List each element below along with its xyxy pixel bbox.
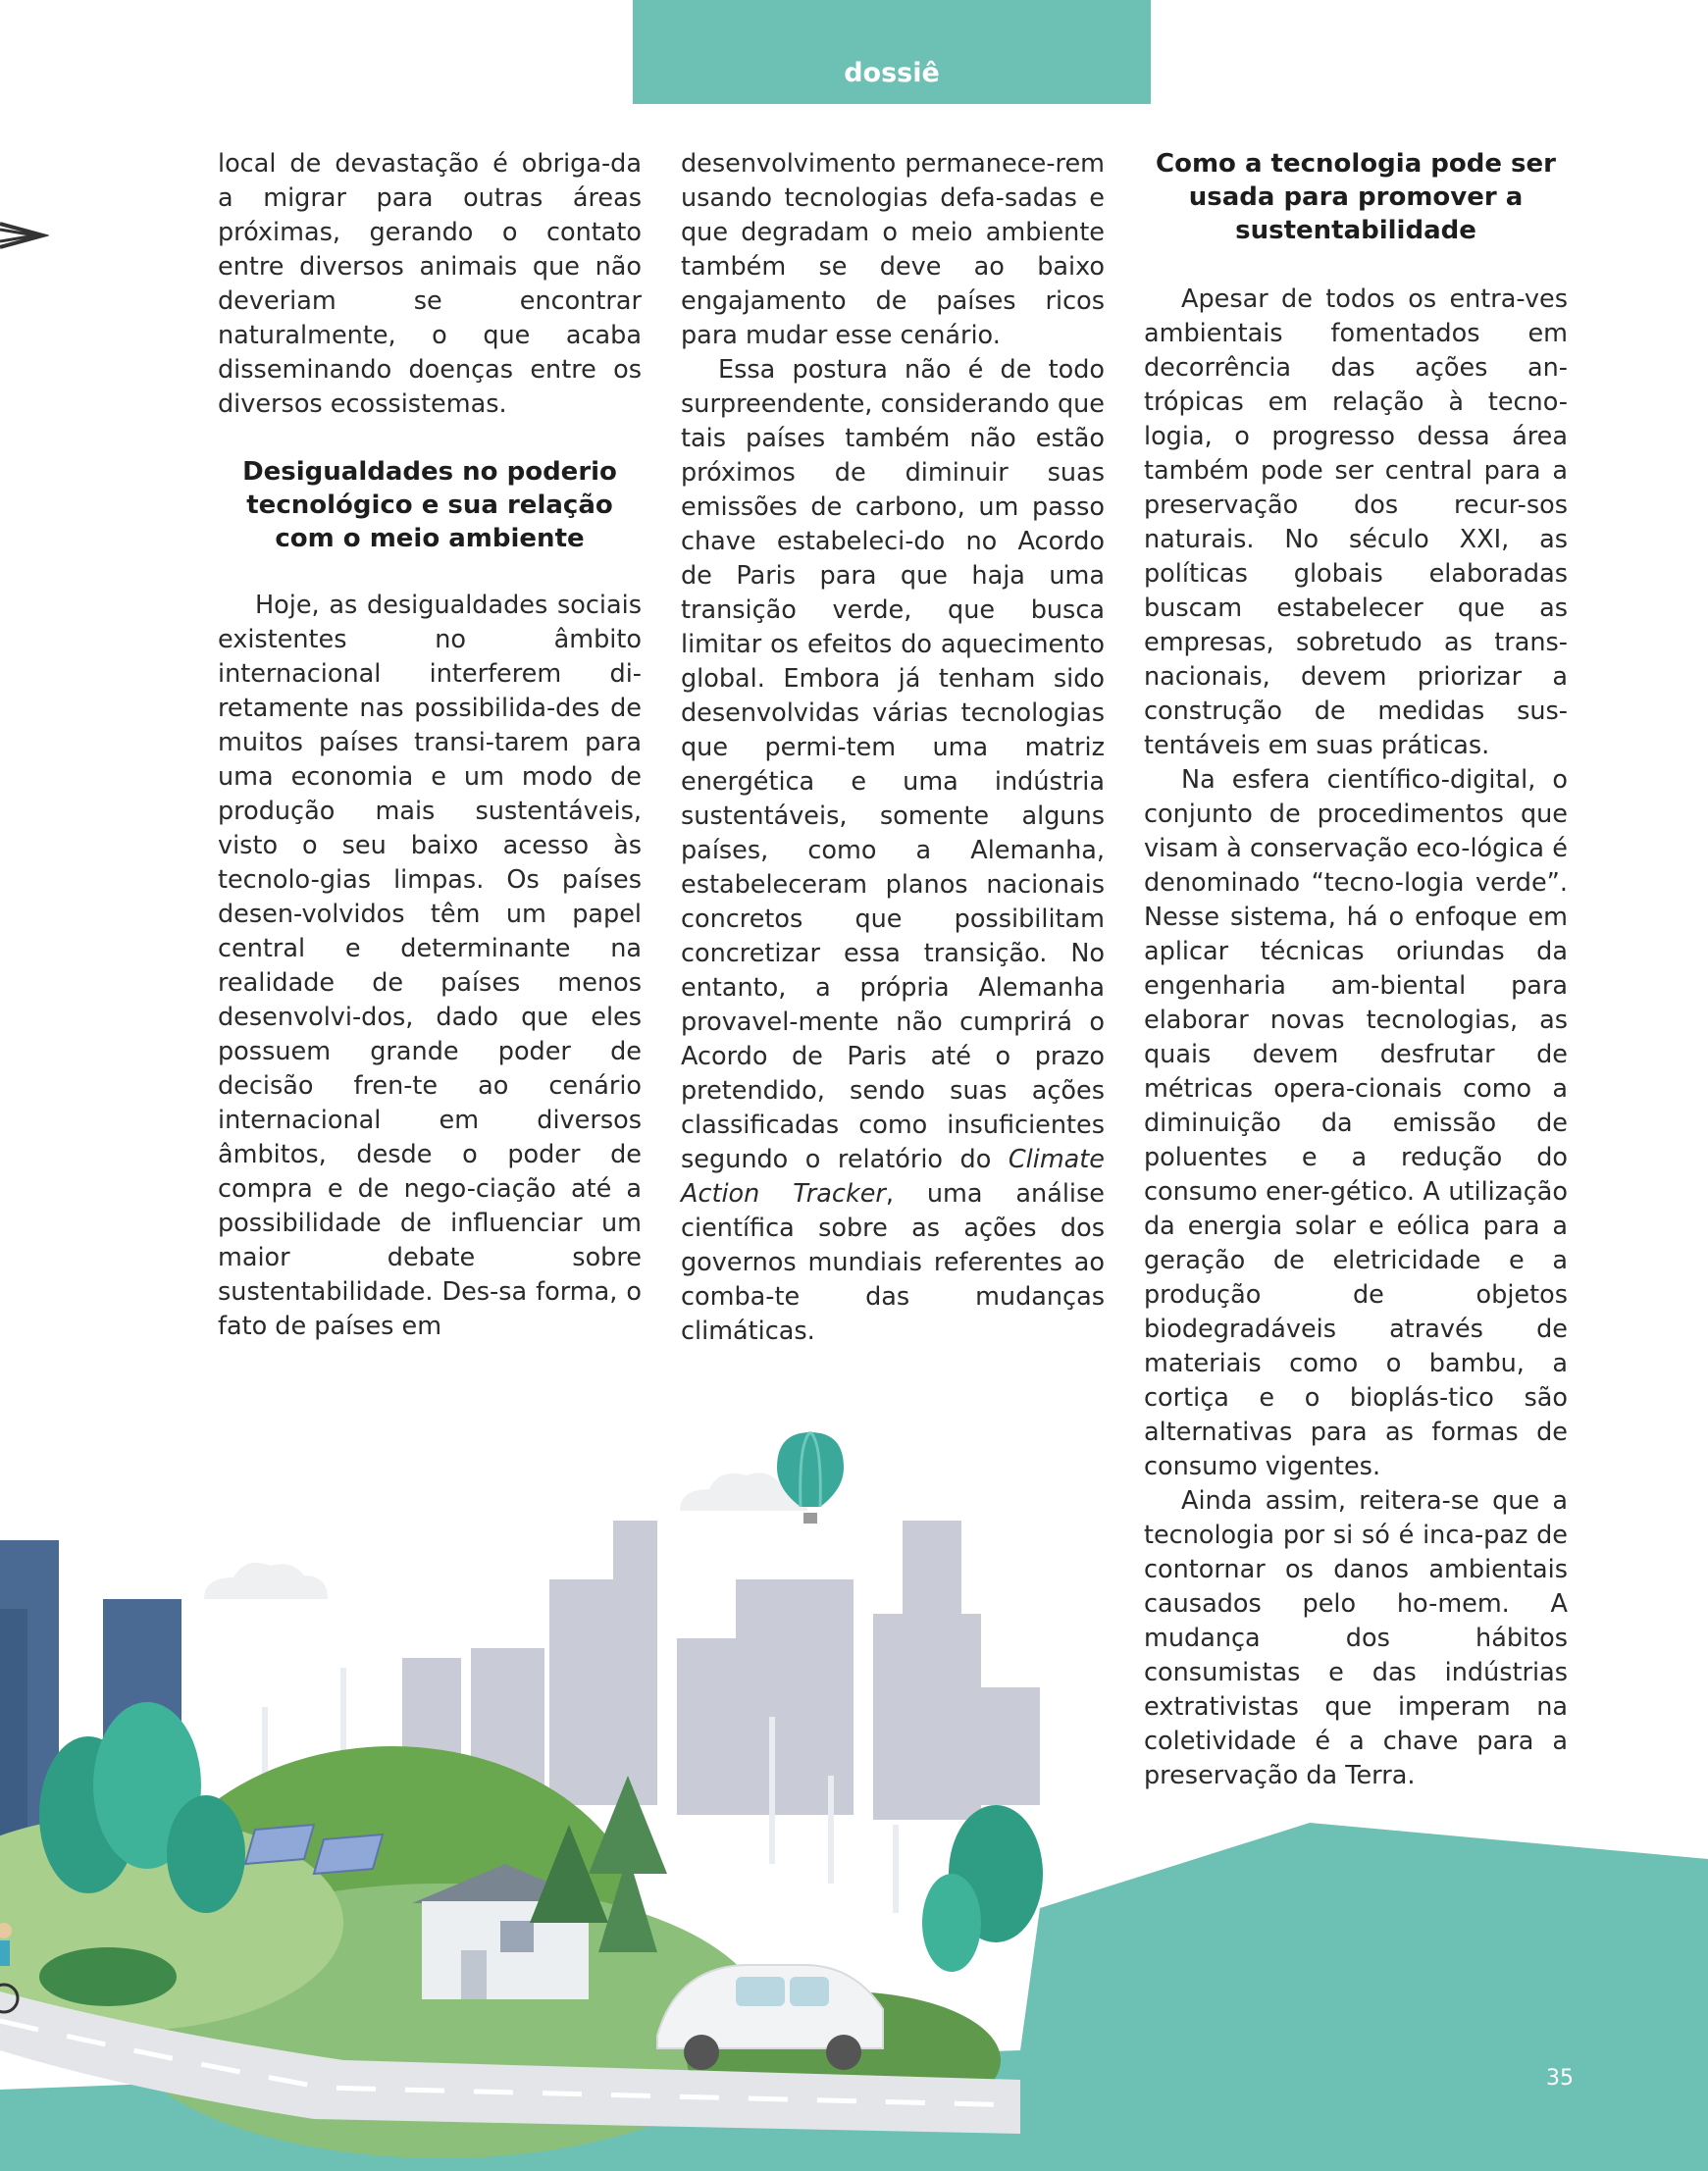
column-3-paragraph-1: Apesar de todos os entra-ves ambientais fomentados em decorrência das ações an-trópicas em relação à tecno-logia, o progresso dessa área também pode ser central para a preservação dos recur-sos naturais. No século XXI, as políticas globais elaboradas buscam estabelecer que as empresas, sobretudo as trans-nacionais, devem priorizar a construção de medidas sus-tentáveis em suas práticas. bbox=[1144, 284, 1568, 760]
page-number: 35 bbox=[1546, 2066, 1574, 2091]
column-1-paragraph-1: local de devastação é obriga-da a migrar para outras áreas próximas, gerando o contato entre diversos animais que não deveriam se encontrar naturalmente, o que acaba disseminando doenças entre os diversos ecossistemas. bbox=[218, 149, 642, 419]
column-1-paragraph-2: Hoje, as desigualdades sociais existentes no âmbito internacional interferem di-retamente nas possibilida-des de muitos países transi-tarem para uma economia e um modo de produção mais sustentáveis, visto o seu baixo acesso às tecnolo-gias limpas. Os países desen-volvidos têm um papel central e determinante na realidade de países menos desenvolvi-dos, dado que eles possuem grande poder de decisão fren-te ao cenário internacional em diversos âmbitos, desde o poder de compra e de nego-ciação até a possibilidade de influenciar um maior debate sobre sustentabilidade. Des-sa forma, o fato de países em bbox=[218, 591, 642, 1341]
column-2-text-a: Essa postura não é de todo surpreendente, considerando que tais países também não estão próximos de diminuir suas emissões de carbono, um passo chave estabeleci-do no Acordo de Paris para que haja uma transição verde, que busca limitar os efeitos do aquecimento global. Embora já tenham sido desenvolvidas várias tecnologias que permi-tem uma matriz energética e uma indústria sustentáveis, somente alguns países, como a Alemanha, estabeleceram planos nacionais concretos que possibilitam concretizar essa transição. No entanto, a própria Alemanha provavel-mente não cumprirá o Acordo de Paris até o prazo pretendido, sendo suas ações classificadas como insuficientes segundo o relatório do bbox=[681, 355, 1105, 1174]
column-1-heading: Desigualdades no poderio tecnológico e sua relação com o meio ambiente bbox=[242, 457, 617, 553]
column-2-paragraph-2 bbox=[681, 353, 1105, 1349]
section-tab bbox=[633, 0, 1151, 104]
column-1 bbox=[218, 147, 642, 1344]
column-2-paragraph-1: desenvolvimento permanece-rem usando tecnologias defa-sadas e que degradam o meio ambiente também se deve ao baixo engajamento de países ricos para mudar esse cenário. bbox=[681, 149, 1105, 350]
arrow-icon bbox=[0, 218, 49, 257]
column-3-paragraph-3: Ainda assim, reitera-se que a tecnologia por si só é inca-paz de contornar os danos ambientais causados pelo ho-mem. A mudança dos hábitos consumistas e das indústrias extrativistas que imperam na coletividade é a chave para a preservação da Terra. bbox=[1144, 1486, 1568, 1790]
section-label: dossiê bbox=[844, 58, 940, 88]
clouds bbox=[204, 1473, 807, 1599]
column-2 bbox=[681, 147, 1105, 1349]
city-landscape-illustration bbox=[0, 1413, 1708, 2171]
column-3-paragraph-2: Na esfera científico-digital, o conjunto de procedimentos que visam à conservação eco-lógica é denominado “tecno-logia verde”. Nesse sistema, há o enfoque em aplicar técnicas oriundas da engenharia am-biental para elaborar novas tecnologias, as quais devem desfrutar de métricas opera-cionais como a diminuição da emissão de poluentes e a redução do consumo ener-gético. A utilização da energia solar e eólica para a geração de eletricidade e a produção de objetos biodegradáveis através de materiais como o bambu, a cortiça e o bioplás-tico são alternativas para as formas de consumo vigentes. bbox=[1144, 765, 1568, 1481]
column-2-italic-title: Climate Action Tracker bbox=[681, 1145, 1105, 1209]
column-3-heading: Como a tecnologia pode ser usada para promover a sustentabilidade bbox=[1156, 149, 1556, 245]
column-2-text-b: , uma análise científica sobre as ações dos governos mundiais referentes ao comba-te das mudanças climáticas. bbox=[681, 1179, 1105, 1346]
